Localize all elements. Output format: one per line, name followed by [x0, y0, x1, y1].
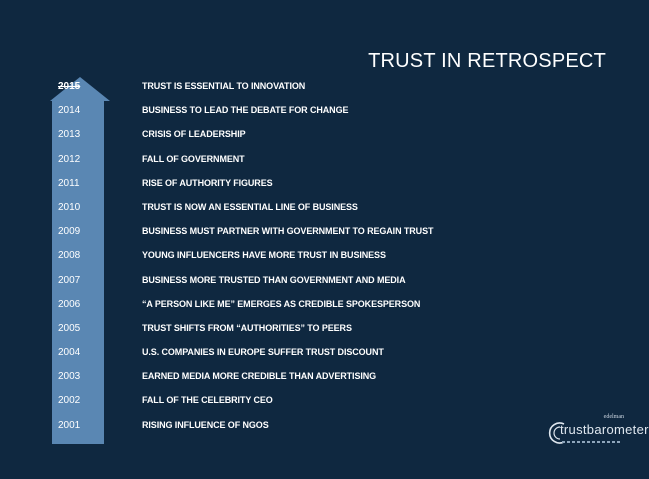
timeline-description: BUSINESS TO LEAD THE DEBATE FOR CHANGE — [142, 105, 349, 116]
timeline-description: TRUST IS ESSENTIAL TO INNOVATION — [142, 81, 306, 91]
timeline-description: FALL OF GOVERNMENT — [142, 153, 245, 164]
timeline-row — [0, 295, 638, 319]
timeline-year: 2013 — [58, 129, 81, 141]
timeline-description: CRISIS OF LEADERSHIP — [142, 129, 246, 140]
timeline-row — [0, 125, 638, 149]
timeline-year: 2014 — [58, 105, 81, 117]
timeline-description: EARNED MEDIA MORE CREDIBLE THAN ADVERTISING — [142, 371, 377, 382]
timeline-row — [0, 101, 638, 125]
timeline-description: U.S. COMPANIES IN EUROPE SUFFER TRUST DISCOUNT — [142, 347, 384, 358]
timeline-description: TRUST IS NOW AN ESSENTIAL LINE OF BUSINESS — [142, 201, 358, 212]
trustbarometer-logo — [550, 414, 649, 454]
timeline-row — [0, 150, 638, 174]
timeline-year: 2010 — [58, 201, 81, 213]
timeline-year: 2004 — [58, 347, 81, 359]
timeline-row — [0, 343, 638, 367]
timeline-row — [0, 246, 638, 270]
timeline-row — [0, 222, 638, 246]
timeline-description: “A PERSON LIKE ME” EMERGES AS CREDIBLE SPOKESPERSON — [142, 298, 421, 309]
timeline-description: BUSINESS MORE TRUSTED THAN GOVERNMENT AND MEDIA — [142, 274, 406, 285]
timeline-row — [0, 416, 638, 440]
timeline-row — [0, 391, 638, 415]
timeline-row — [0, 198, 638, 222]
timeline-description: RISE OF AUTHORITY FIGURES — [142, 177, 273, 188]
timeline-row — [0, 367, 638, 391]
timeline-year: 2015 — [58, 81, 81, 92]
timeline-year: 2003 — [58, 371, 81, 383]
timeline-list — [0, 77, 638, 440]
slide-title: TRUST IN RETROSPECT — [368, 50, 606, 72]
timeline-row — [0, 271, 638, 295]
timeline-description: FALL OF THE CELEBRITY CEO — [142, 395, 273, 406]
logo-name-text: trustbarometer — [560, 422, 649, 437]
timeline-year: 2008 — [58, 250, 81, 262]
logo-brand-text: edelman — [603, 414, 624, 420]
timeline-year: 2005 — [58, 322, 81, 334]
timeline-description: TRUST SHIFTS FROM “AUTHORITIES” TO PEERS — [142, 322, 352, 333]
timeline-row — [0, 319, 638, 343]
logo-underline — [562, 441, 622, 443]
timeline-year: 2001 — [58, 419, 81, 431]
timeline-year: 2007 — [58, 274, 81, 286]
timeline-description: BUSINESS MUST PARTNER WITH GOVERNMENT TO REGAIN TRUST — [142, 226, 434, 237]
timeline-description: YOUNG INFLUENCERS HAVE MORE TRUST IN BUSINESS — [142, 250, 386, 261]
timeline-year: 2011 — [58, 177, 80, 189]
timeline-year: 2002 — [58, 395, 81, 407]
timeline-year: 2009 — [58, 226, 81, 238]
timeline-year: 2012 — [58, 153, 81, 165]
timeline-row — [0, 174, 638, 198]
timeline-row — [0, 77, 638, 101]
timeline-year: 2006 — [58, 298, 81, 310]
timeline-description: RISING INFLUENCE OF NGOS — [142, 419, 269, 430]
